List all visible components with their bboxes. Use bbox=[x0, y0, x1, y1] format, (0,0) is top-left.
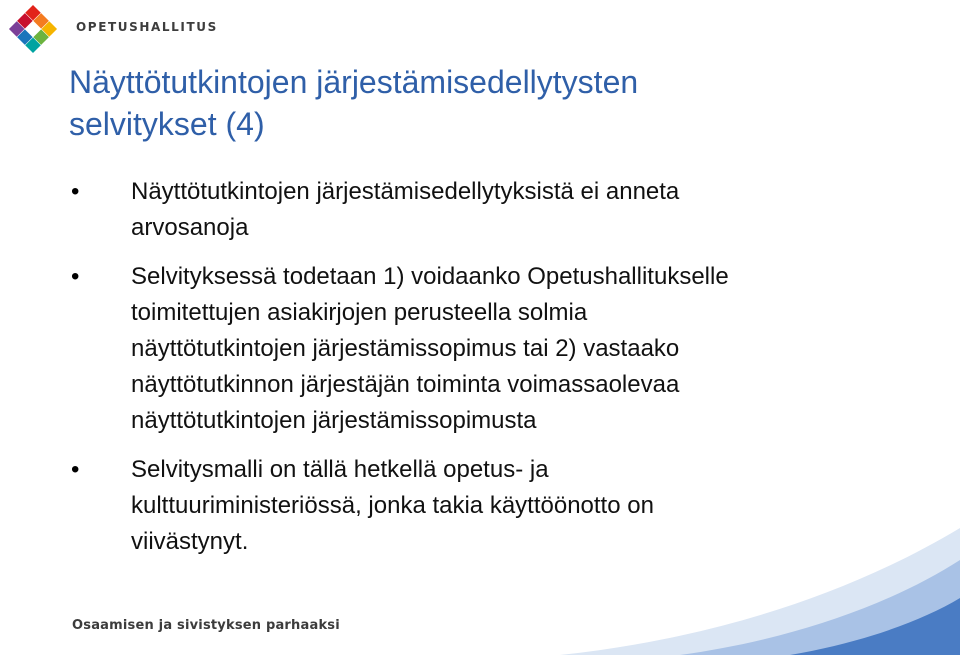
footer-slogan: Osaamisen ja sivistyksen parhaaksi bbox=[72, 618, 340, 633]
bullet-line: Selvitysmalli on tällä hetkellä opetus- ja bbox=[131, 456, 549, 483]
bullet-line: näyttötutkinnon järjestäjän toiminta voimassaolevaa bbox=[131, 371, 680, 398]
bullet-line: näyttötutkintojen järjestämissopimus tai 2) vastaako bbox=[131, 335, 680, 362]
bullet-dot-icon: • bbox=[71, 178, 80, 205]
bullet-text bbox=[131, 174, 960, 246]
bullet-line: Näyttötutkintojen järjestämisedellytyksistä ei anneta bbox=[131, 178, 680, 205]
bullet-line: viivästynyt. bbox=[131, 528, 249, 555]
bullet-line: Selvityksessä todetaan 1) voidaanko Opetushallitukselle bbox=[131, 263, 729, 290]
bullet-list bbox=[0, 174, 960, 573]
bullet-line: toimitettujen asiakirjojen perusteella solmia bbox=[131, 299, 588, 326]
bullet-dot-icon: • bbox=[71, 456, 80, 483]
bullet-text bbox=[131, 452, 960, 560]
bullet-line: näyttötutkintojen järjestämissopimusta bbox=[131, 407, 537, 434]
bullet-text bbox=[131, 259, 960, 439]
opetushallitus-logo-icon bbox=[4, 2, 62, 56]
bullet-line: kulttuuriministeriössä, jonka takia käyttöönotto on bbox=[131, 492, 654, 519]
page-title bbox=[69, 61, 929, 145]
logo-wordmark: OPETUSHALLITUS bbox=[76, 20, 218, 34]
title-line: Näyttötutkintojen järjestämisedellytysten bbox=[69, 64, 639, 100]
list-item bbox=[0, 452, 960, 560]
bullet-line: arvosanoja bbox=[131, 214, 249, 241]
bullet-dot-icon: • bbox=[71, 263, 80, 290]
title-line: selvitykset (4) bbox=[69, 106, 265, 142]
list-item bbox=[0, 174, 960, 246]
list-item bbox=[0, 259, 960, 439]
